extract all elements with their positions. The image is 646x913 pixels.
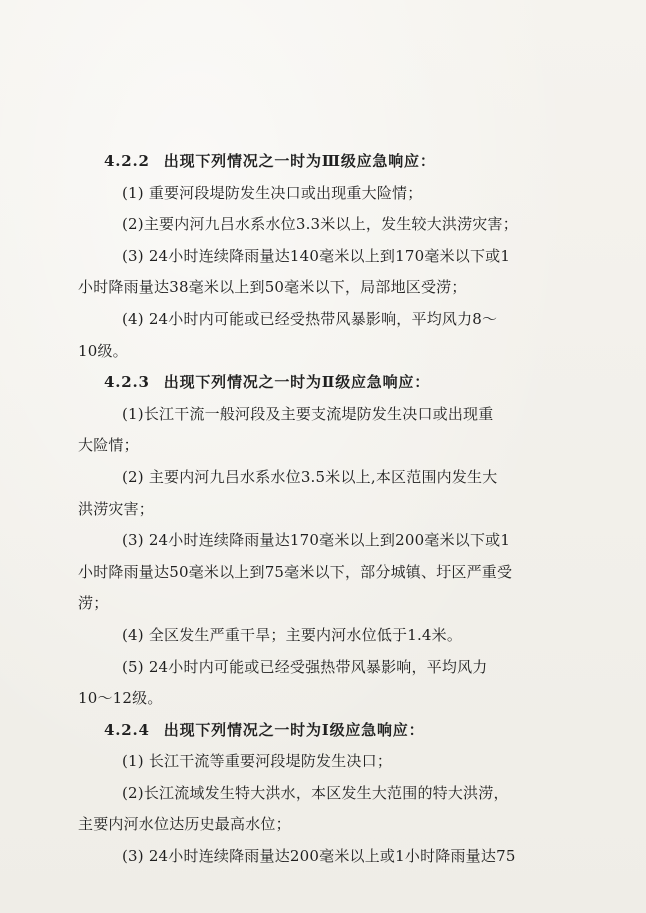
paragraph-line: (1) 长江干流等重要河段堤防发生决口； (122, 752, 393, 771)
section-title: 出现下列情况之一时为Ⅱ级应急响应： (163, 373, 431, 392)
section-number: 4.2.4 (104, 720, 150, 739)
paragraph-line: 大险情； (78, 436, 139, 455)
paragraph-line: 小时降雨量达50毫米以上到75毫米以下，部分城镇、圩区严重受 (78, 562, 513, 581)
paragraph-line: (4) 24小时内可能或已经受热带风暴影响，平均风力8～ (122, 309, 498, 328)
paragraph-line: 小时降雨量达38毫米以上到50毫米以下，局部地区受涝； (78, 278, 467, 297)
section-number: 4.2.3 (104, 373, 150, 392)
section-heading-4-2-2 (78, 146, 566, 178)
paragraph-line: (2) 主要内河九吕水系水位3.5米以上,本区范围内发生大 (122, 467, 498, 486)
section-title: 出现下列情况之一时为Ⅲ级应急响应： (163, 152, 436, 170)
document-body (78, 146, 566, 873)
paragraph-line: (4) 全区发生严重干旱；主要内河水位低于1.4米。 (122, 625, 463, 644)
section-heading-4-2-4 (78, 715, 566, 747)
paragraph-line: (2)长江流域发生特大洪水，本区发生大范围的特大洪涝， (122, 783, 509, 802)
section-title: 出现下列情况之一时为Ⅰ级应急响应： (163, 720, 425, 739)
paragraph-line: (3) 24小时连续降雨量达140毫米以上到170毫米以下或1 (122, 246, 511, 265)
paragraph-line: 10级。 (78, 341, 128, 360)
paragraph-line: (2)主要内河九吕水系水位3.3米以上，发生较大洪涝灾害； (122, 215, 518, 234)
paragraph-line: (5) 24小时内可能或已经受强热带风暴影响，平均风力 (122, 657, 488, 676)
section-heading-4-2-3 (78, 367, 566, 399)
paragraph-line: 涝； (78, 594, 109, 613)
section-number: 4.2.2 (104, 152, 150, 170)
paragraph-line: 主要内河水位达历史最高水位； (78, 815, 291, 834)
paragraph-line: (3) 24小时连续降雨量达200毫米以上或1小时降雨量达75 (122, 847, 516, 866)
paragraph-line: (1) 重要河段堤防发生决口或出现重大险情； (122, 183, 423, 202)
paragraph-line: 10～12级。 (78, 689, 163, 708)
paragraph-line: (3) 24小时连续降雨量达170毫米以上到200毫米以下或1 (122, 531, 511, 550)
paragraph-line: 洪涝灾害； (78, 499, 155, 518)
paragraph-line: (1)长江干流一般河段及主要支流堤防发生决口或出现重 (122, 404, 494, 423)
